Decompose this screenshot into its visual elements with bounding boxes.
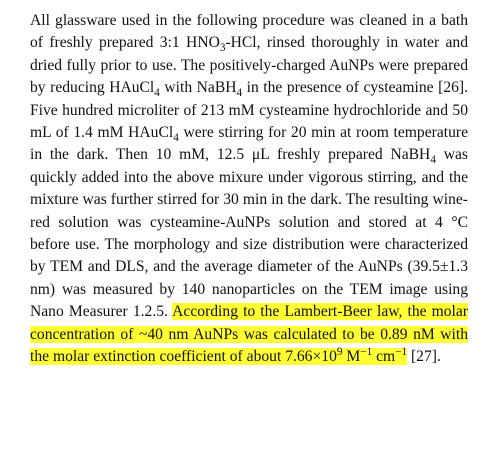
text-s4: in the presence of cysteamine [26]. Five hundred microliter of 213 mM cysteamine hydrochloride and 50 mL of 1.4 mM HAuCl xyxy=(30,79,468,142)
methods-paragraph xyxy=(30,10,468,369)
subscript-haucl4-b: 4 xyxy=(173,132,179,145)
superscript-inverse-molar: −1 xyxy=(360,345,373,358)
subscript-nabh4-a: 4 xyxy=(236,87,243,100)
subscript-nabh4-b: 4 xyxy=(430,154,436,167)
text-s6: was quickly added into the above mixure under vigorous stirring, and the mixture was further stirred for 30 min in the dark. The resulting wine-red solution was cysteamine-AuNPs solution and stored at 4 °C before use. The morphology and size distribution were characterized by TEM and DLS, and the average diameter of the AuNPs (39.5±1.3 nm) was measured by 140 nanoparticles on the TEM image using Nano Measurer 1.2.5. xyxy=(30,146,468,321)
text-s2: -HCl, rinsed thoroughly in water and dried fully prior to use. The positively-charged AuNPs were prepared by reducing HAuCl xyxy=(30,34,468,97)
superscript-inverse-cm: −1 xyxy=(395,345,408,358)
subscript-haucl4-a: 4 xyxy=(154,87,160,100)
text-s5: were stirring for 20 min at room temperature in the dark. Then 10 mM, 12.5 μL freshly prepared NaBH xyxy=(30,124,468,164)
superscript-exponent: 9 xyxy=(336,345,343,358)
text-s3: with NaBH xyxy=(159,79,237,97)
subscript-hno3: 3 xyxy=(219,42,226,55)
highlight-text: According to the Lambert-Beer law, the molar concentration of ~40 nm AuNPs was calculated to be 0.89 nM with the molar extinction coefficient of about 7.66×10 xyxy=(30,303,468,366)
unit-cm: cm xyxy=(372,348,396,366)
unit-molar: M xyxy=(342,348,361,366)
reference-citation: [27]. xyxy=(407,348,441,366)
text-intro: All glassware used in the following procedure was cleaned in a bath of freshly prepared 3:1 HNO xyxy=(30,12,468,52)
